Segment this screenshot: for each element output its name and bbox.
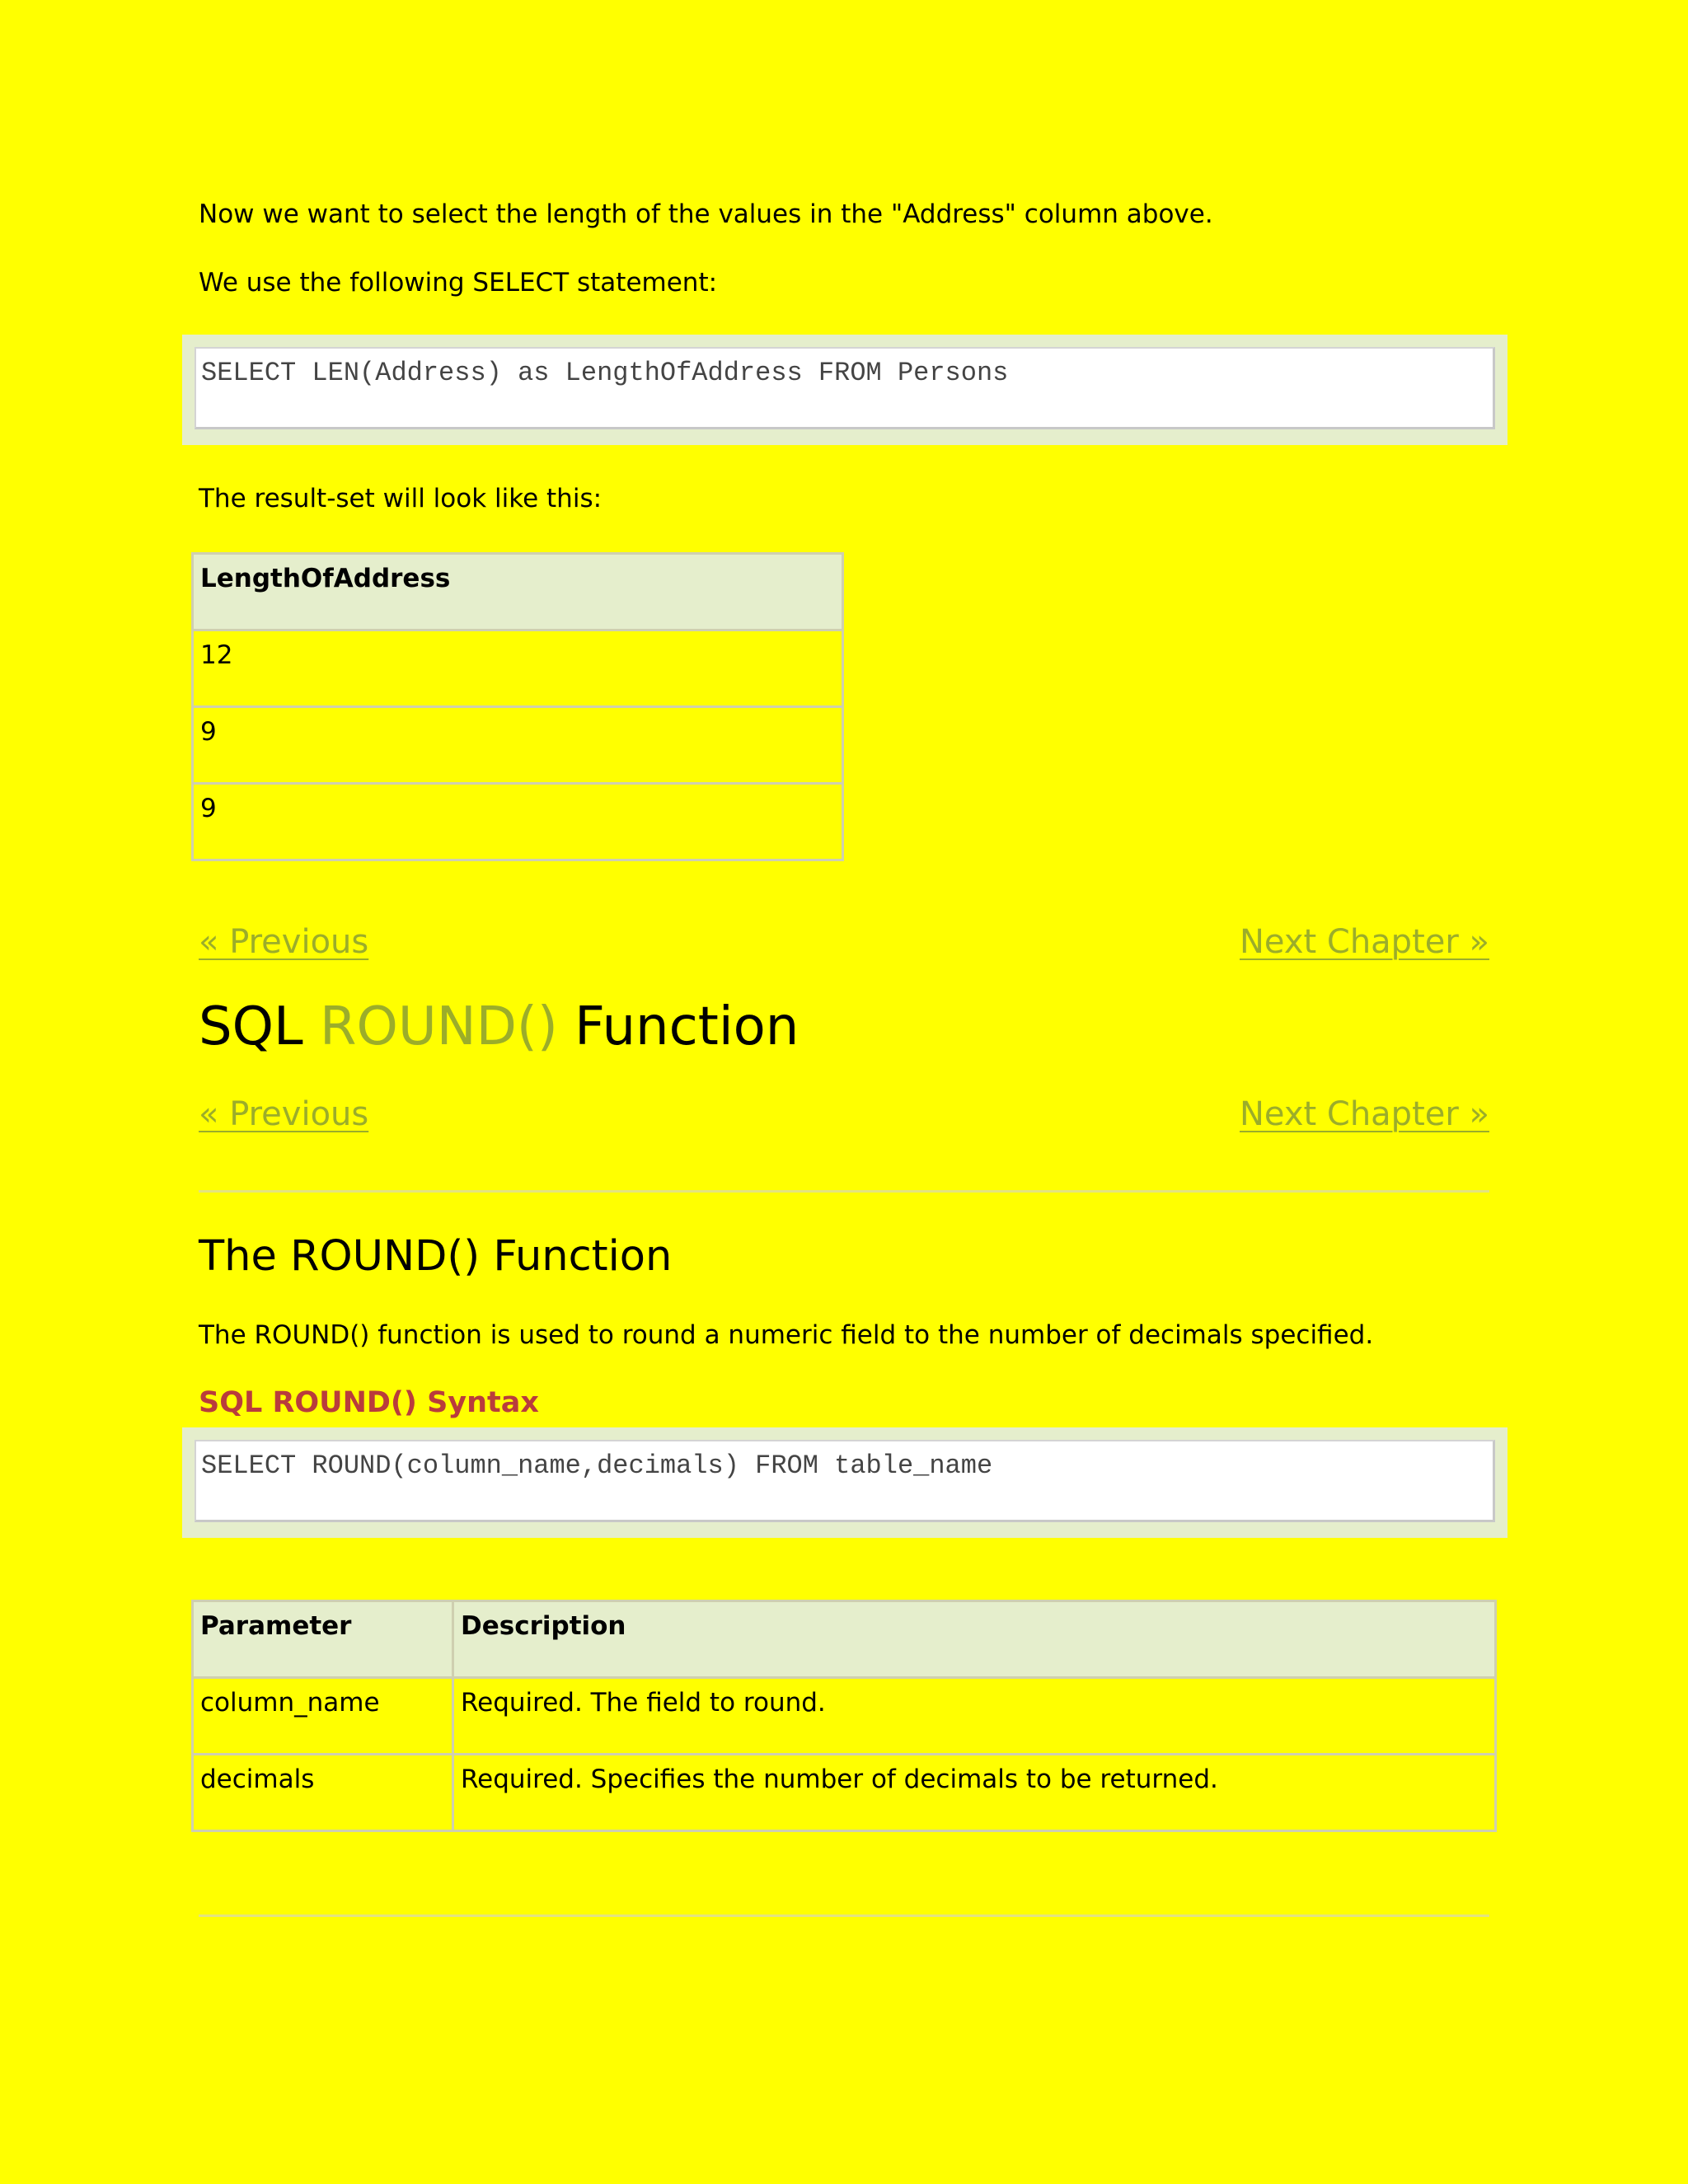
intro-text-length: Now we want to select the length of the values in the "Address" column above. bbox=[199, 199, 1213, 229]
previous-link-top[interactable]: « Previous bbox=[199, 923, 369, 961]
previous-link-bottom[interactable]: « Previous bbox=[199, 1095, 369, 1133]
result-table bbox=[191, 552, 844, 861]
intro-text-statement: We use the following SELECT statement: bbox=[199, 268, 718, 298]
parameter-table bbox=[191, 1600, 1497, 1832]
parameter-name-cell: column_name bbox=[193, 1678, 453, 1755]
page-title bbox=[199, 994, 799, 1060]
len-query-code-box bbox=[182, 335, 1507, 445]
next-chapter-link-top[interactable]: Next Chapter » bbox=[1239, 923, 1489, 961]
table-header-row bbox=[193, 554, 843, 630]
table-row bbox=[193, 784, 843, 860]
syntax-code-panel bbox=[195, 1440, 1495, 1522]
table-row bbox=[193, 707, 843, 784]
divider bbox=[199, 1190, 1489, 1193]
table-row bbox=[193, 630, 843, 707]
page-title-suffix: Function bbox=[557, 996, 799, 1057]
parameter-name-cell: decimals bbox=[193, 1755, 453, 1831]
divider bbox=[199, 1915, 1489, 1917]
result-cell: 9 bbox=[193, 707, 843, 784]
table-row bbox=[193, 1678, 1496, 1755]
result-header-cell: LengthOfAddress bbox=[193, 554, 843, 630]
section-heading: The ROUND() Function bbox=[199, 1232, 673, 1281]
section-description: The ROUND() function is used to round a numeric field to the number of decimals specified. bbox=[199, 1320, 1374, 1350]
description-header-cell: Description bbox=[453, 1601, 1496, 1678]
table-header-row bbox=[193, 1601, 1496, 1678]
result-cell: 12 bbox=[193, 630, 843, 707]
syntax-heading: SQL ROUND() Syntax bbox=[199, 1386, 539, 1419]
len-query-code-panel bbox=[195, 347, 1495, 429]
parameter-header-cell: Parameter bbox=[193, 1601, 453, 1678]
page-title-prefix: SQL bbox=[199, 996, 320, 1057]
parameter-description-cell: Required. The field to round. bbox=[453, 1678, 1496, 1755]
len-query-code: SELECT LEN(Address) as LengthOfAddress FROM Persons bbox=[201, 358, 1009, 388]
syntax-code-box bbox=[182, 1427, 1507, 1538]
page-title-accent: ROUND() bbox=[320, 996, 558, 1057]
parameter-description-cell: Required. Specifies the number of decimals to be returned. bbox=[453, 1755, 1496, 1831]
table-row bbox=[193, 1755, 1496, 1831]
result-cell: 9 bbox=[193, 784, 843, 860]
next-chapter-link-bottom[interactable]: Next Chapter » bbox=[1239, 1095, 1489, 1133]
syntax-code: SELECT ROUND(column_name,decimals) FROM table_name bbox=[201, 1451, 993, 1481]
result-intro-text: The result-set will look like this: bbox=[199, 484, 603, 513]
